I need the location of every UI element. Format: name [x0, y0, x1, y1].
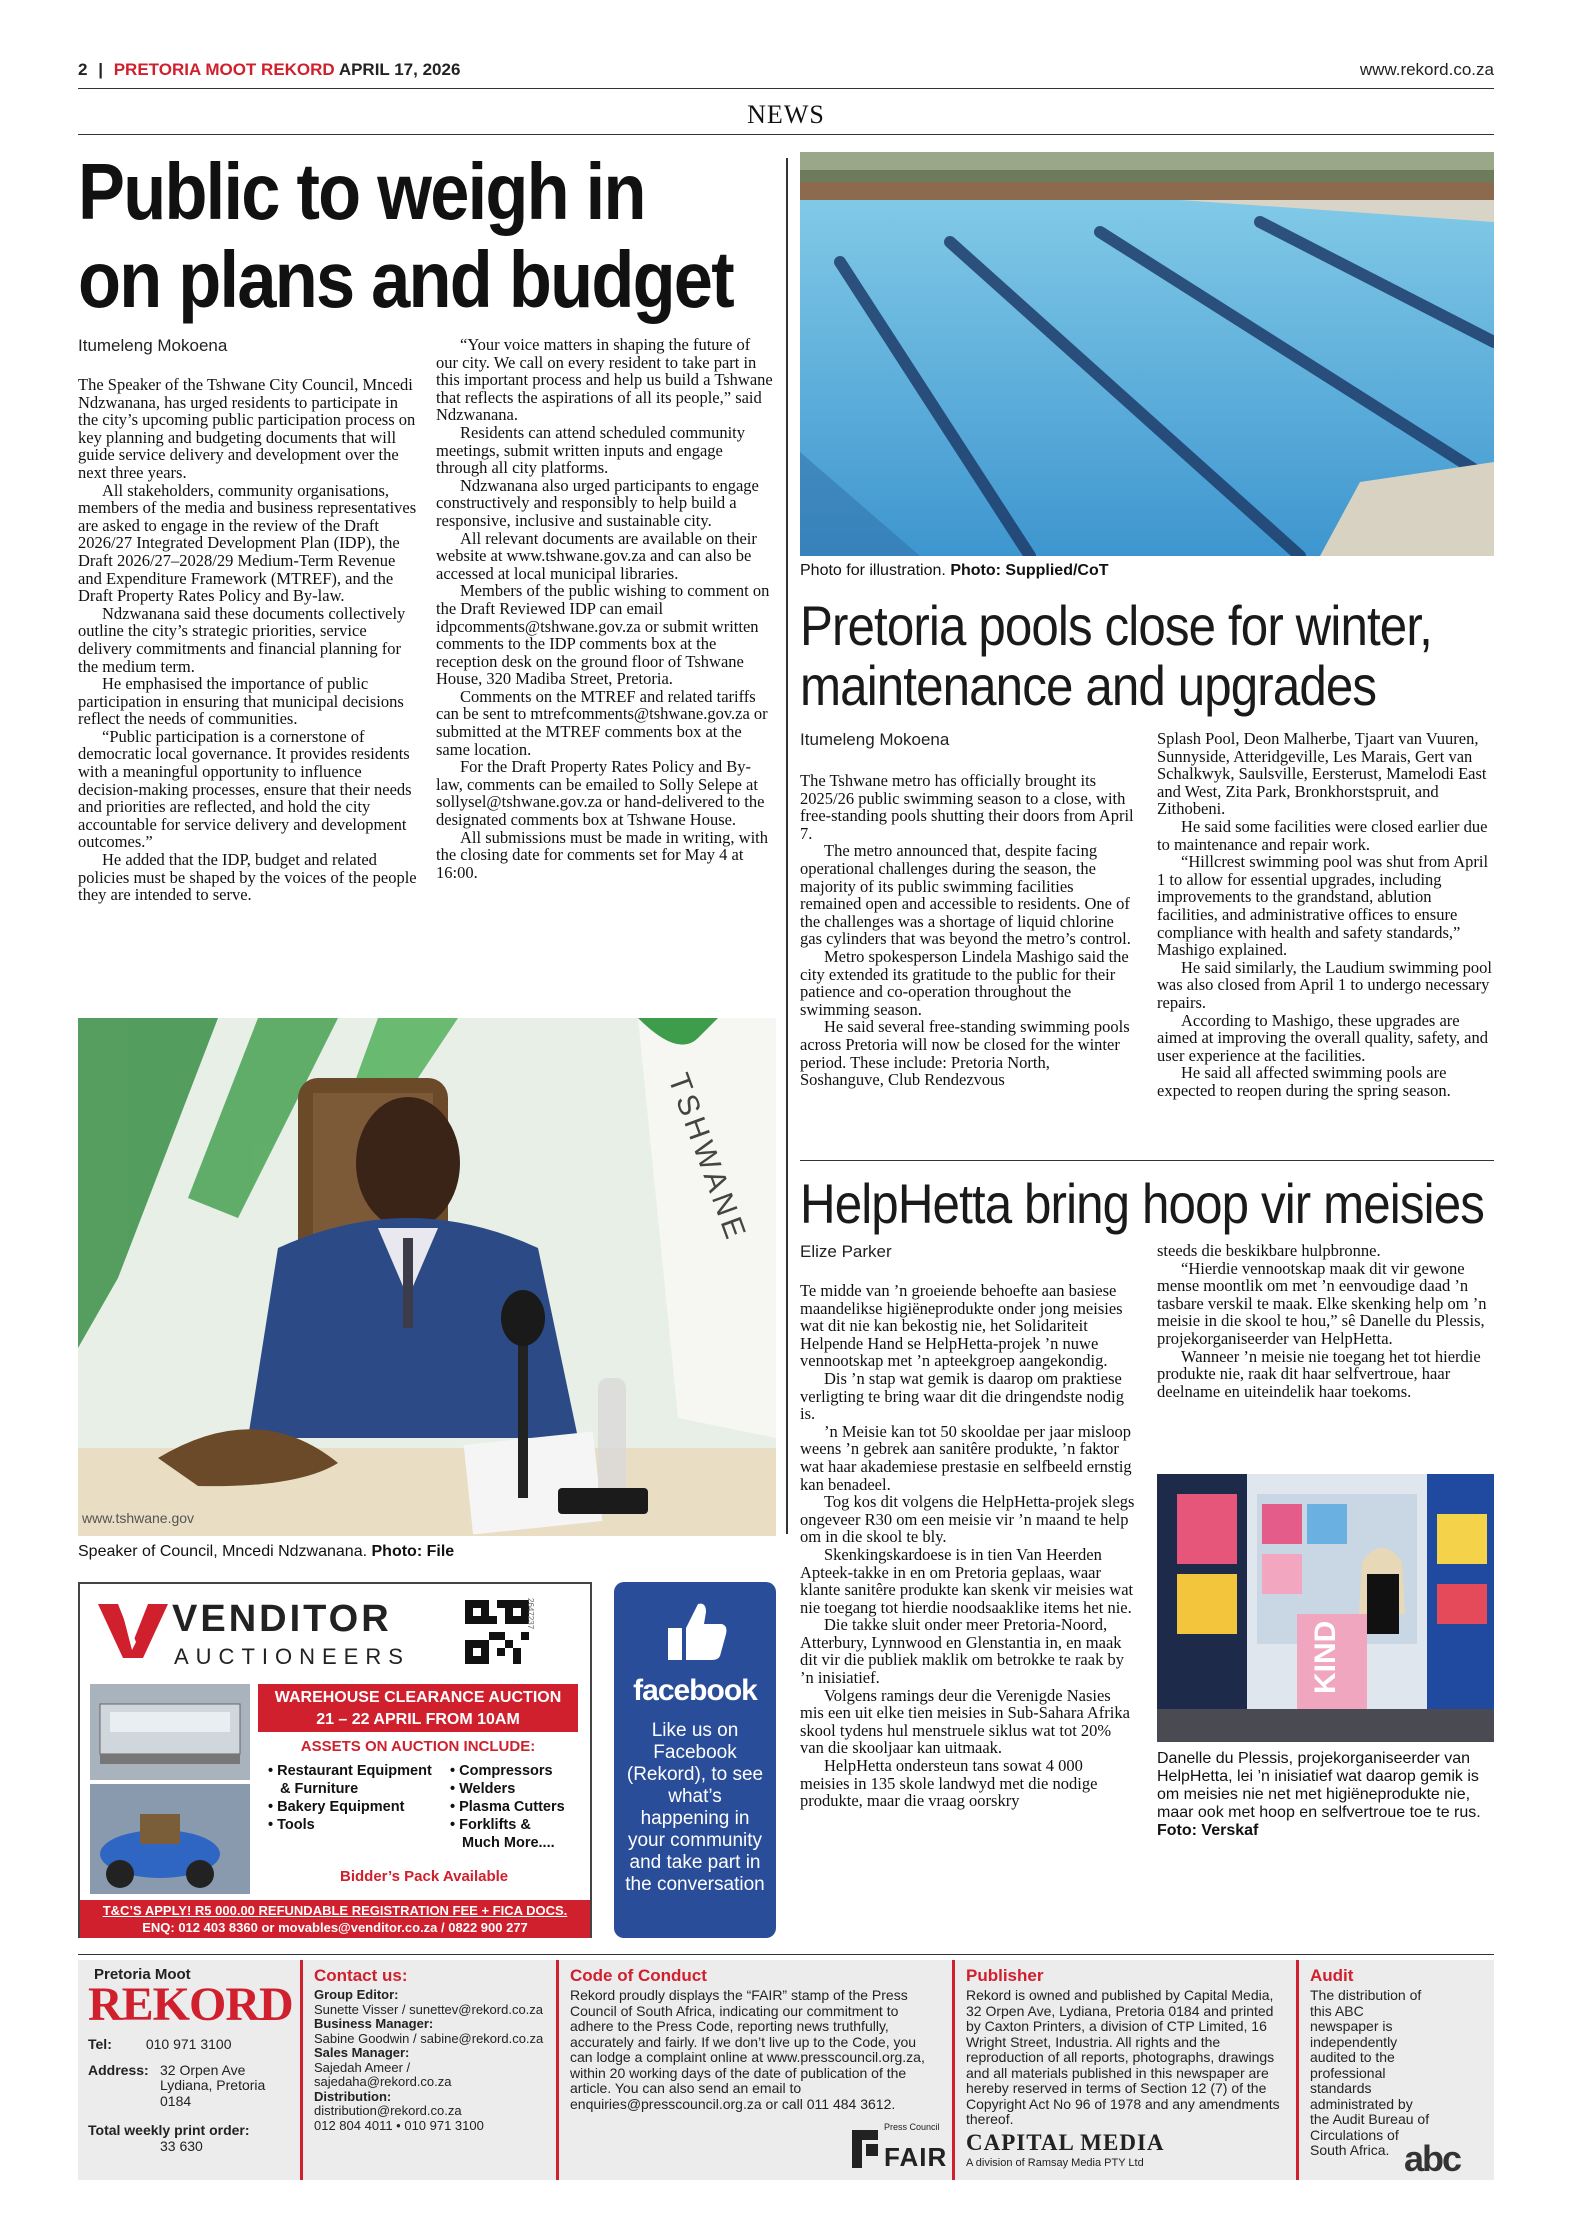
footer: [78, 1960, 1494, 2180]
masthead-small: Pretoria Moot: [94, 1966, 191, 1983]
press-council-icon: [850, 2128, 880, 2170]
facebook-message: Like us on Facebook (Rekord), to see what’s happening in your community and take part in the conversation: [625, 1720, 765, 1895]
article1-headline: Public to weigh in on plans and budget: [78, 147, 733, 324]
footer-address: 32 Orpen Ave Lydiana, Pretoria 0184: [160, 2061, 266, 2109]
website[interactable]: www.rekord.co.za: [1359, 60, 1494, 79]
speaker-photo: [78, 1018, 776, 1536]
masthead: REKORD: [88, 1978, 293, 2031]
article2-byline: Itumeleng Mokoena: [800, 730, 950, 749]
article1-col2: “Your voice matters in shaping the future of our city. We call on every resident to take part in this important process and help us build a Tshwane that reflects the aspirations of all its people,” said Ndzwanana. Residents can attend scheduled community meetings, submit written inputs and engage through all city platforms. Ndzwanana also urged participants to engage constructively and responsibly to help build a responsive, inclusive and sustainable city. All relevant documents are available on their website at www.tshwane.gov.za and can also be accessed at local municipal libraries. Members of the public wishing to comment on the Draft Reviewed IDP can email idpcomments@tshwane.gov.za or submit written comments to the IDP comments box at the reception desk on the ground floor of Tshwane House, 320 Madiba Street, Pretoria. Comments on the MTREF and related tariffs can be sent to mtrefcomments@tshwane.gov.za or submitted at the MTREF comments box at the same location. For the Draft Property Rates Policy and By-law, comments can be emailed to Solly Selepe at sollysel@tshwane.gov.za or hand-delivered to the designated comments box at Tshwane House. All submissions must be made in writing, with the closing date for comments set for May 4 at 16:00.: [436, 335, 773, 882]
publication-name: PRETORIA MOOT REKORD: [113, 60, 335, 79]
footer-rule: [78, 1954, 1494, 1955]
footer-contact-col: Contact us: Group Editor: Sunette Visser / sunettev@rekord.co.za Business Manager: Sabine Goodwin / sabine@rekord.co.za Sales Manager: Sajedah Ameer / sajedaha@rekord.co.za Distribution: distribution@rekord.co.za 012 804 4011 • 010 971 3100: [314, 1966, 544, 2133]
box-text: KIND: [1309, 1620, 1342, 1694]
page-header-left: 2 | PRETORIA MOOT REKORD APRIL 17, 2026: [78, 60, 461, 79]
article2-col1: The Tshwane metro has officially brought its 2025/26 public swimming season to a close, with free-standing pools shutting their doors from April 7. The metro announced that, despite facing operational challenges during the season, the majority of its public swimming facilities remained open and accessible to residents. One of the challenges was a shortage of liquid chlorine gas cylinders that was beyond the metro’s control. Metro spokesperson Lindela Mashigo said the city extended its gratitude to the public for their patience and co-operation throughout the swimming season. He said several free-standing swimming pools across Pretoria will now be closed for the winter period. These include: Pretoria North, Soshanguve, Club Rendezvous: [800, 771, 1134, 1090]
compressor-image: [90, 1784, 250, 1894]
qr-code-icon[interactable]: [465, 1600, 529, 1664]
fridge-image: [90, 1684, 250, 1780]
auction-title: WAREHOUSE CLEARANCE AUCTION 21 – 22 APRIL FROM 10AM: [258, 1684, 578, 1732]
column-divider: [786, 158, 788, 1534]
helphetta-photo-caption: Danelle du Plessis, projekorganiseerder van HelpHetta, lei ’n inisiatief wat daarop gemik is om meisies nie net met higiëneprodukte nie, maar ook met hoop en selfvertroue toe te rus. Foto: Verskaf: [1157, 1750, 1481, 1839]
page-number: 2: [78, 60, 88, 79]
header-rule: [78, 88, 1494, 89]
section-label: NEWS: [747, 100, 825, 129]
pool-photo: [800, 152, 1494, 556]
press-council-fair: Press Council FAIR: [850, 2120, 940, 2174]
assets-list-left: • Restaurant Equipment & Furniture • Bakery Equipment • Tools: [268, 1763, 432, 1833]
print-order: 33 630: [160, 2137, 203, 2154]
capital-media-logo: CAPITAL MEDIA: [966, 2129, 1165, 2155]
ad-ref: 2647237: [526, 1598, 535, 1630]
article3-headline: HelpHetta bring hoop vir meisies: [800, 1172, 1484, 1235]
article3-col2: steeds die beskikbare hulpbronne. “Hierdie vennootskap maak dit vir gewone mense moontlik om met ’n eenvoudige daad ’n tasbare verskil te maak. Elke skenking help om ’n meisie in die skool te hou,” sê Danelle du Plessis, projekorganiseerder van HelpHetta. Wanneer ’n meisie nie toegang het tot hierdie produkte nie, raak dit haar selfvertroue, haar deelname en uiteindelik haar toekoms.: [1157, 1241, 1487, 1401]
photo-url-text: www.tshwane.gov: [82, 1510, 195, 1526]
article3-byline: Elize Parker: [800, 1242, 892, 1261]
auction-footer: T&C’S APPLY! R5 000.00 REFUNDABLE REGISTRATION FEE + FICA DOCS. ENQ: 012 403 8360 or movables@venditor.co.za / 0822 900 277: [80, 1900, 590, 1938]
article3-col1: Te midde van ’n groeiende behoefte aan basiese maandelikse higiëneprodukte onder jong meisies wat dit nie kan bekostig nie, het Solidariteit Helpende Hand se HelpHetta-projek ’n nuwe vennootskap met ’n apteekgroep aangekondig. Dis ’n stap wat gemik is daarop om praktiese verligting te bring waar dit die dringendste nodig is. ’n Meisie kan tot 50 skooldae per jaar misloop weens ’n gebrek aan sanitêre produkte, ’n faktor wat haar akademiese prestasie en selfbeeld ernstig kan benadeel. Tog kos dit volgens die HelpHetta-projek slegs ongeveer R30 om een meisie vir ’n maand te help om in die skool te bly. Skenkingskardoese is in tien Van Heerden Apteek-takke in en om Pretoria geplaas, waar klante sanitêre produkte kan skenk vir meisies wat nie toegang tot hierdie noodsaaklike items het nie. Die takke sluit onder meer Pretoria-Noord, Atterbury, Lynnwood en Glenstantia in, en maak dit vir die publiek maklik om betrokke te raak by ’n inisiatief. Volgens ramings deur die Verenigde Nasies mis een uit elke tien meisies in Sub-Sahara Afrika skool tydens hul menstruele siklus wat tot 20% van die skooljaar kan uitmaak. HelpHetta ondersteun tans sowat 4 000 meisies in 135 skole landwyd met die nodige produkte, maar die vraag oorskry: [800, 1281, 1135, 1811]
article2-bottom-rule: [800, 1160, 1494, 1161]
article1-byline: Itumeleng Mokoena: [78, 336, 228, 355]
footer-masthead-col: Pretoria Moot REKORD Tel: 010 971 3100 Address: 32 Orpen Ave Lydiana, Pretoria 0184 Total weekly print order: 33 630: [88, 1966, 293, 2154]
abc-logo: abc: [1404, 2138, 1461, 2179]
venditor-brand: VENDITOR: [172, 1598, 392, 1640]
thumbs-up-icon: [660, 1596, 730, 1666]
venditor-sub: AUCTIONEERS: [174, 1644, 410, 1669]
article2-headline: Pretoria pools close for winter, maintenance and upgrades: [800, 594, 1432, 717]
bidders-pack[interactable]: Bidder’s Pack Available: [340, 1868, 509, 1885]
assets-heading: ASSETS ON AUCTION INCLUDE:: [300, 1738, 536, 1755]
footer-audit-col: Audit The distribution of this ABC newspaper is independently audited to the professional standards administrated by the Audit Bureau of Circulations of South Africa. abc: [1310, 1966, 1461, 2179]
footer-code-col: Code of Conduct Rekord proudly displays the “FAIR” stamp of the Press Council of South Africa, indicating our commitment to adhere to the Press Code, reporting news truthfully, accurately and fairly. If we don’t live up to the Code, you can lodge a complaint online at www.presscouncil.org.za, within 20 working days of the date of publication of the article. You can also send an email to enquiries@presscouncil.org.za or call 011 484 3612. Press Council FAIR: [570, 1966, 948, 2172]
facebook-ad[interactable]: [614, 1582, 776, 1938]
venditor-logo-icon: [98, 1602, 168, 1660]
assets-list-right: • Compressors • Welders • Plasma Cutters • Forklifts & Much More....: [450, 1763, 565, 1851]
facebook-brand: facebook: [633, 1674, 757, 1707]
article2-col2: Splash Pool, Deon Malherbe, Tjaart van Vuuren, Sunnyside, Atteridgeville, Les Marais, Gert van Schalkwyk, Saulsville, Eersterust, Mamelodi East and West, Zita Park, Bronkhorstspruit, and Zithobeni. He said some facilities were closed earlier due to maintenance and repair work. “Hillcrest swimming pool was shut from April 1 to allow for essential upgrades, including improvements to the grandstand, ablution facilities, and administrative offices to ensure compliance with health and safety standards,” Mashigo explained. He said similarly, the Laudium swimming pool was also closed from April 1 to undergo necessary repairs. According to Mashigo, these upgrades are aimed at improving the overall quality, safety, and user experience at the facilities. He said all affected swimming pools are expected to reopen during the spring season.: [1157, 729, 1493, 1100]
issue-date: APRIL 17, 2026: [338, 60, 461, 79]
pool-photo-caption: Photo for illustration. Photo: Supplied/CoT: [800, 562, 1109, 579]
section-rule: [78, 134, 1494, 135]
footer-publisher-col: Publisher Rekord is owned and published by Capital Media, 32 Orpen Ave, Lydiana, Pretoria 0184 and printed by Caxton Printers, a division of CTP Limited, 16 Wright Street, Industria. All rights and the reproduction of all reports, photographs, drawings and all materials published in this newspaper are hereby reserved in terms of Section 12 (7) of the Copyright Act No 96 of 1978 and any amendments thereof. CAPITAL MEDIA A division of Ramsay Media PTY Ltd: [956, 1960, 1296, 2180]
venditor-ad[interactable]: [78, 1582, 592, 1938]
speaker-photo-caption: Speaker of Council, Mncedi Ndzwanana. Photo: File: [78, 1543, 455, 1560]
article1-col1: The Speaker of the Tshwane City Council, Mncedi Ndzwanana, has urged residents to participate in the city’s upcoming public participation process on key planning and budgeting documents that will guide service delivery and development over the next three years. All stakeholders, community organisations, members of the media and business representatives are asked to engage in the review of the Draft 2026/27 Integrated Development Plan (IDP), the Draft 2026/27–2028/29 Medium-Term Revenue and Expenditure Framework (MTREF), and the Draft Property Rates Policy and By-law. Ndzwanana said these documents collectively outline the city’s strategic priorities, service delivery commitments and financial planning for the medium term. He emphasised the importance of public participation in ensuring that municipal decisions reflect the needs of communities. “Public participation is a cornerstone of democratic local governance. It provides residents with a meaningful opportunity to influence decision-making processes, ensure that their needs and priorities are reflected, and hold the city accountable for service delivery and development outcomes.” He added that the IDP, budget and related policies must be shaped by the voices of the people they are intended to serve.: [78, 375, 417, 905]
footer-tel[interactable]: 010 971 3100: [145, 2036, 232, 2052]
helphetta-photo: [1157, 1474, 1494, 1742]
photo-banner-text: TSHWANE: [661, 1069, 753, 1247]
